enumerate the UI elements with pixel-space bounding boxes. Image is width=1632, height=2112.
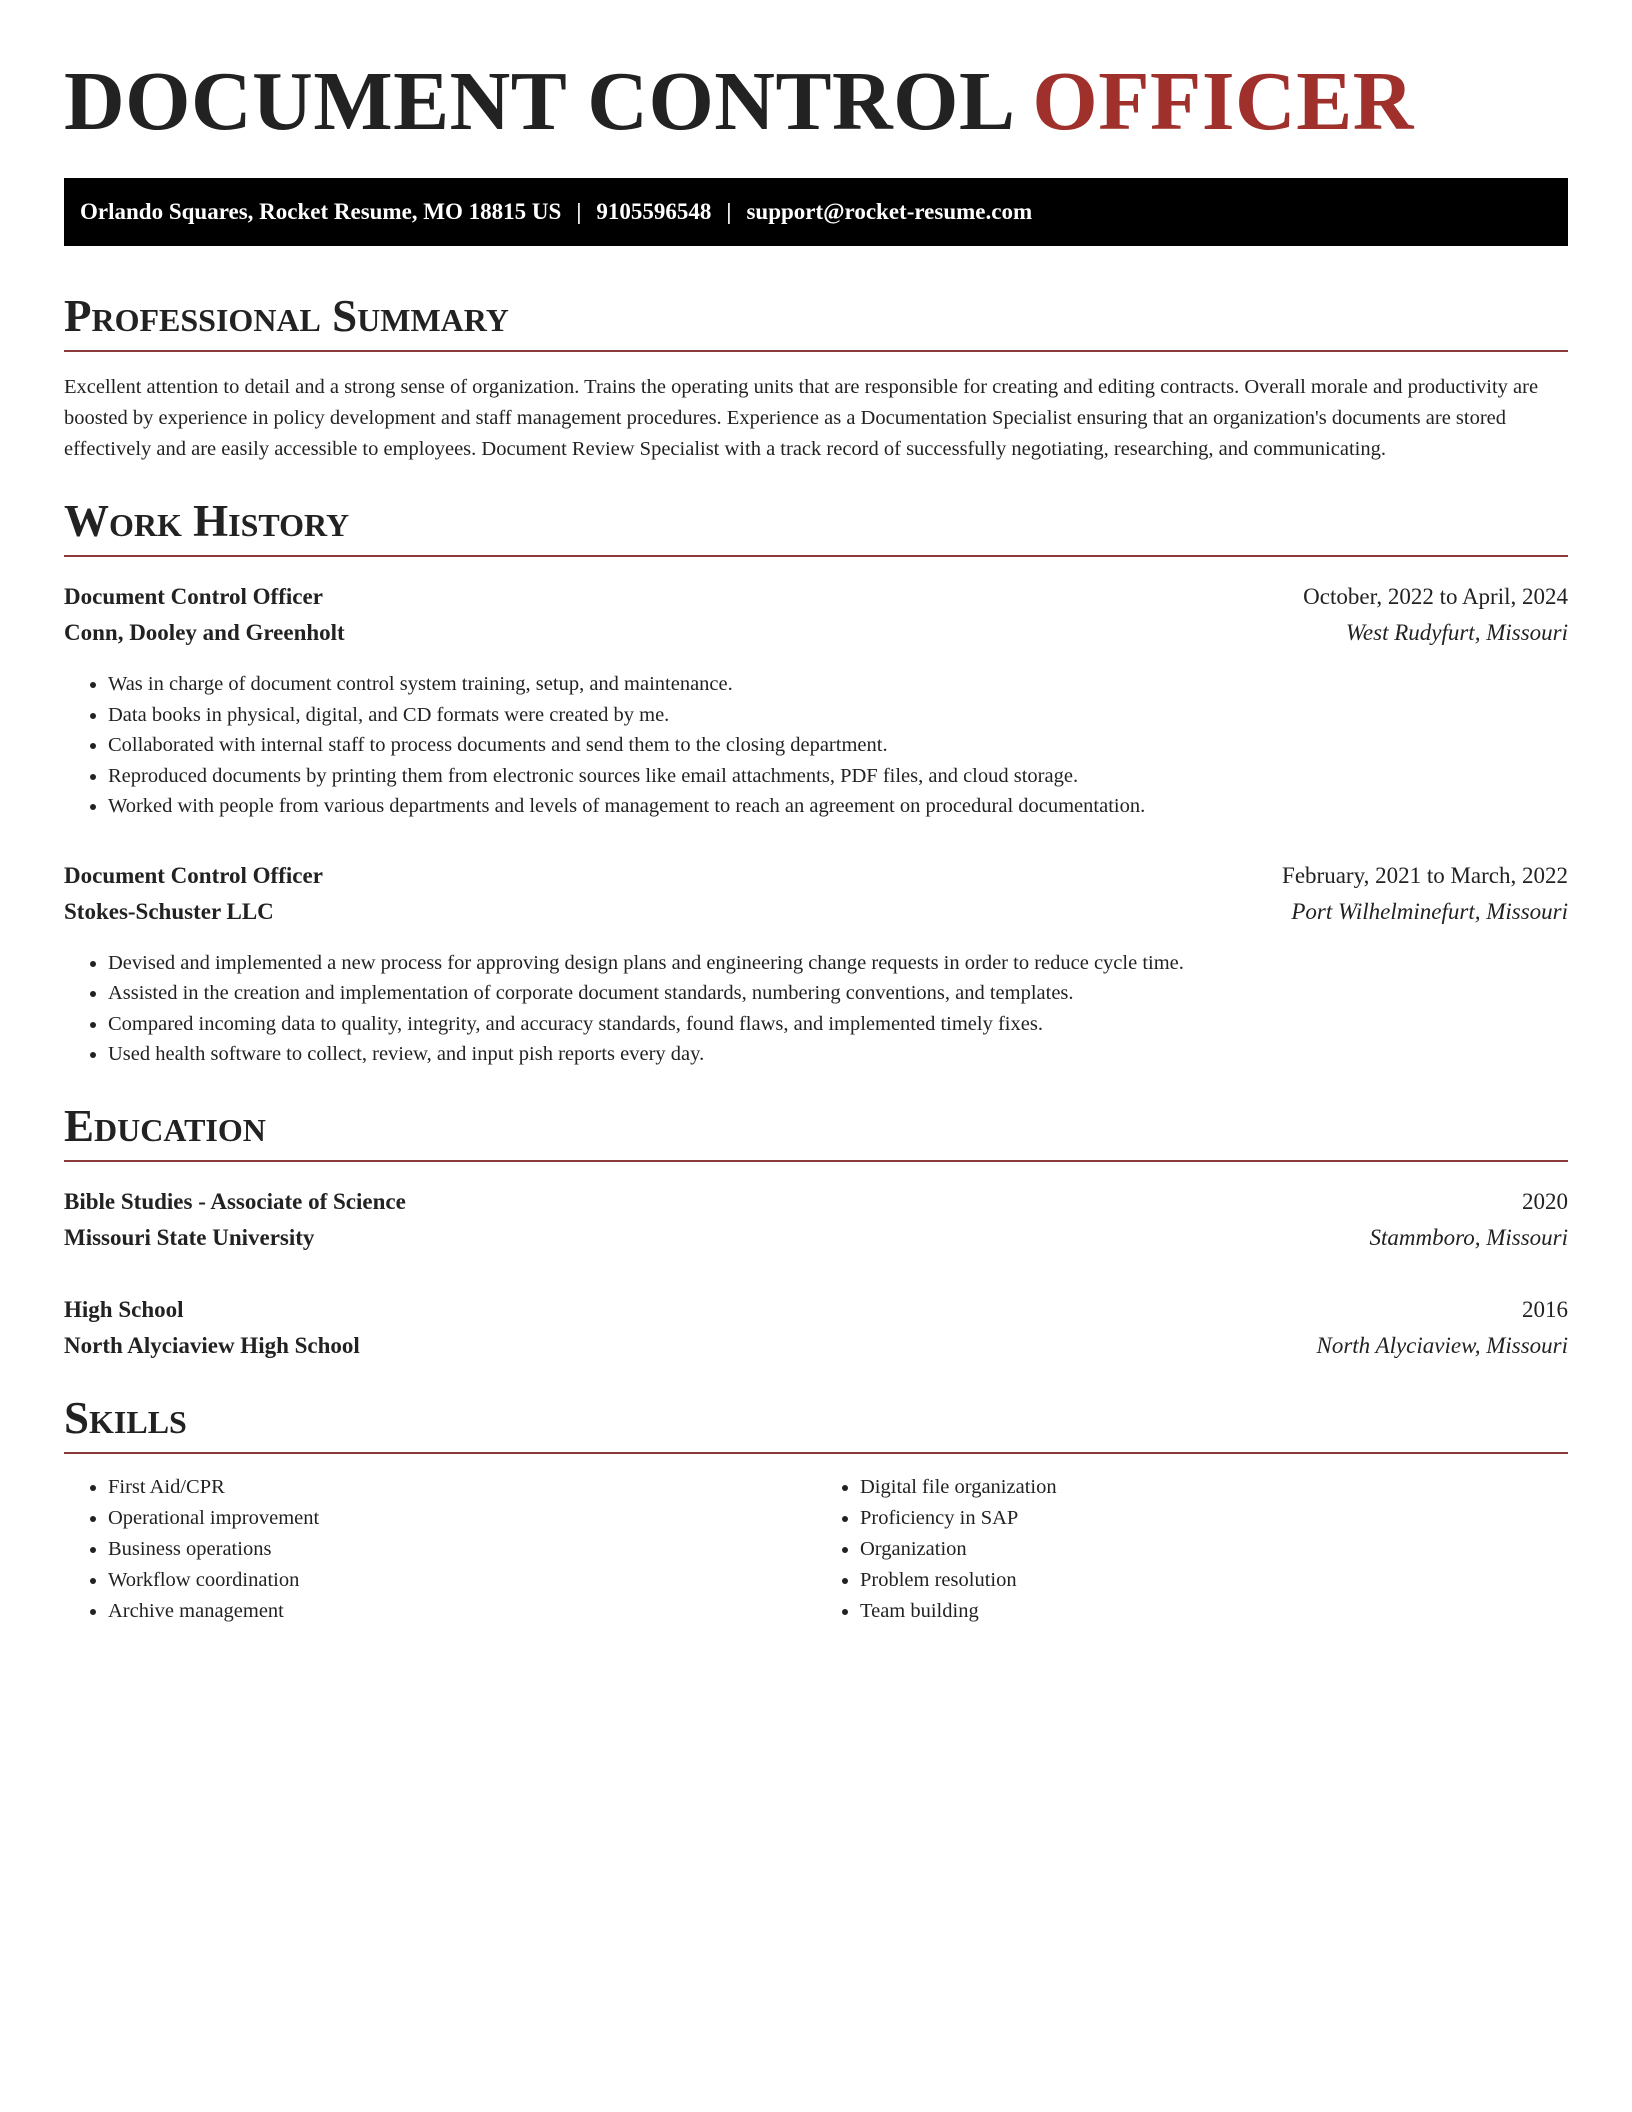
job-bullet: • Was in charge of document control system training, setup, and maintenance.: [108, 669, 1568, 700]
job-bullet: • Worked with people from various departments and levels of management to reach an agreement on procedural documentation.: [108, 791, 1568, 822]
contact-separator: |: [726, 199, 732, 224]
job-location: West Rudyfurt, Missouri: [1345, 620, 1568, 645]
skill-item: • Problem resolution: [860, 1565, 1568, 1596]
job-bullets: [64, 948, 1568, 1070]
education-location: North Alyciaview, Missouri: [1316, 1332, 1568, 1358]
job-bullet: • Devised and implemented a new process for approving design plans and engineering change requests in order to reduce cycle time.: [108, 948, 1568, 979]
skill-item: • Workflow coordination: [108, 1565, 816, 1596]
skill-item: • Archive management: [108, 1596, 816, 1627]
job-location: Port Wilhelminefurt, Missouri: [1291, 898, 1568, 924]
education-school: Missouri State University: [64, 1224, 315, 1250]
title-last: OFFICER: [1032, 55, 1414, 148]
education-year: 2020: [1522, 1188, 1568, 1214]
contact-phone: 9105596548: [596, 199, 712, 224]
contact-bar: [64, 178, 1568, 246]
contact-separator: |: [576, 199, 582, 224]
job-entry: [64, 858, 1568, 1070]
education-location: Stammboro, Missouri: [1369, 1224, 1568, 1250]
skills-column-left: [64, 1472, 816, 1627]
job-entry: [64, 579, 1568, 822]
skill-item: • Operational improvement: [108, 1503, 816, 1534]
education-degree: High School: [64, 1296, 184, 1322]
summary-text: Excellent attention to detail and a strong sense of organization. Trains the operating units that are responsible for creating and editing contracts. Overall morale and productivity are boosted by experience in policy development and staff management procedures. Experience as a Documentation Specialist ensuring that an organization's documents are stored effectively and are easily accessible to employees. Document Review Specialist with a track record of successfully negotiating, researching, and communicating.: [64, 376, 1539, 460]
job-company: Stokes-Schuster LLC: [64, 898, 274, 924]
education-heading: Education: [64, 1100, 1568, 1162]
skill-item: • Proficiency in SAP: [860, 1503, 1568, 1534]
education-school: North Alyciaview High School: [64, 1332, 360, 1358]
job-title: Document Control Officer: [64, 584, 323, 609]
education-entry: [64, 1292, 1568, 1364]
job-bullet: • Data books in physical, digital, and CD formats were created by me.: [108, 700, 1568, 731]
contact-email: support@rocket-resume.com: [746, 199, 1033, 224]
job-bullet: • Used health software to collect, review, and input pish reports every day.: [108, 1039, 1568, 1070]
job-bullet: • Collaborated with internal staff to process documents and send them to the closing department.: [108, 730, 1568, 761]
skills-list: [64, 1472, 1568, 1627]
contact-address: Orlando Squares, Rocket Resume, MO 18815 US: [80, 199, 562, 224]
skills-column-right: [816, 1472, 1568, 1627]
skill-item: • Team building: [860, 1596, 1568, 1627]
skills-heading: Skills: [64, 1392, 1568, 1454]
title-first: DOCUMENT CONTROL: [64, 55, 1011, 148]
job-title: Document Control Officer: [64, 862, 323, 888]
summary-heading: Professional Summary: [64, 290, 1568, 352]
education-degree: Bible Studies - Associate of Science: [64, 1188, 406, 1214]
job-dates: February, 2021 to March, 2022: [1282, 862, 1568, 888]
skill-item: • Digital file organization: [860, 1472, 1568, 1503]
job-dates: October, 2022 to April, 2024: [1303, 584, 1568, 609]
skill-item: • First Aid/CPR: [108, 1472, 816, 1503]
job-bullets: [64, 669, 1568, 822]
job-bullet: • Compared incoming data to quality, integrity, and accuracy standards, found flaws, and implemented timely fixes.: [108, 1009, 1568, 1040]
job-company: Conn, Dooley and Greenholt: [64, 620, 345, 645]
resume-title: [64, 0, 1568, 152]
education-year: 2016: [1522, 1296, 1568, 1322]
work-history-heading: Work History: [64, 495, 1568, 557]
skill-item: • Business operations: [108, 1534, 816, 1565]
skill-item: • Organization: [860, 1534, 1568, 1565]
job-bullet: • Reproduced documents by printing them from electronic sources like email attachments, PDF files, and cloud storage.: [108, 761, 1568, 792]
job-bullet: • Assisted in the creation and implementation of corporate document standards, numbering conventions, and templates.: [108, 978, 1568, 1009]
education-entry: [64, 1184, 1568, 1256]
